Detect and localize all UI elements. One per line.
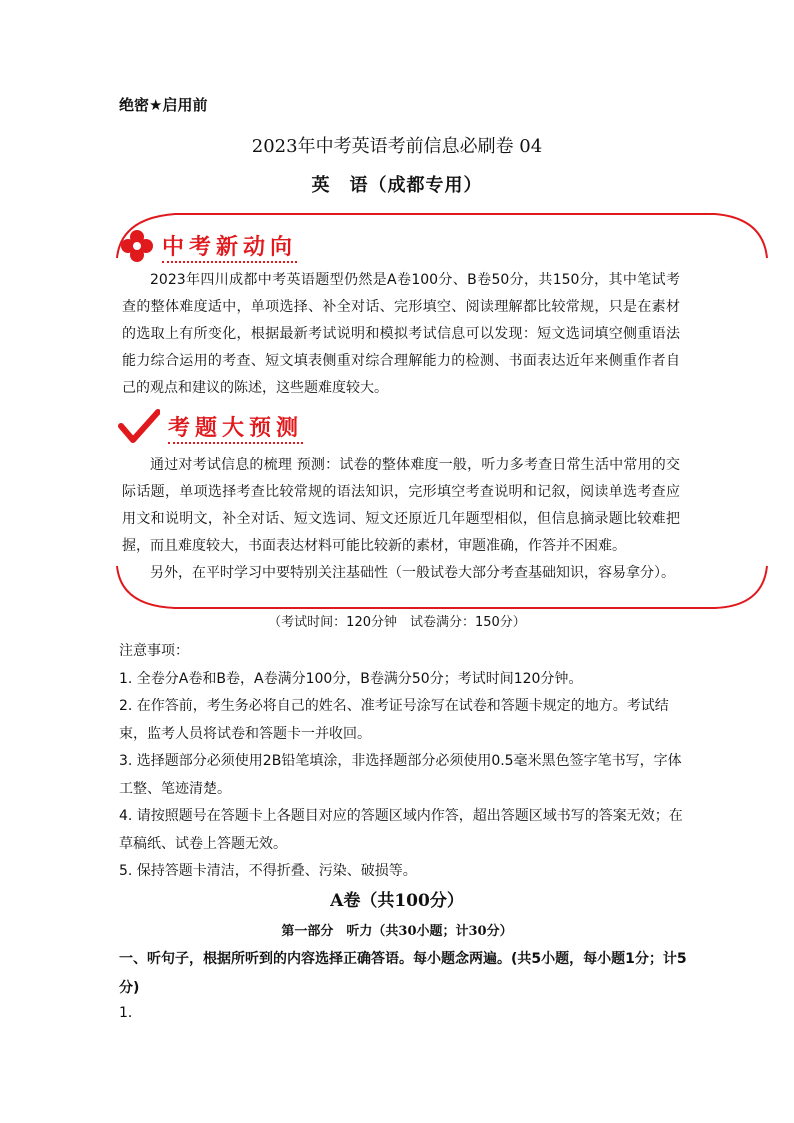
forecast-paragraph-1: 通过对考试信息的梳理 预测：试卷的整体难度一般，听力多考查日常生活中常用的交际话题，单项选择考查比较常规的语法知识，完形填空考查说明和记叙，阅读单选考查应用文和说明文，补全对话、短文选词、短文还原近几年题型相似，但信息摘录题比较难把握，而且难度较大，书面表达材料可能比较新的素材，审题准确，作答并不困难。 <box>122 457 680 554</box>
notes <box>119 638 689 886</box>
notes-item: 5. 保持答题卡清洁，不得折叠、污染、破损等。 <box>119 863 417 879</box>
section-a-title: A卷（共100分） <box>330 891 464 911</box>
trends-paragraph: 2023年四川成都中考英语题型仍然是A卷100分、B卷50分，共150分，其中笔试考查的整体难度适中，单项选择、补全对话、完形填空、阅读理解都比较常规，只是在素材的选取上有所变化，根据最新考试说明和模拟考试信息可以发现：短文选词填空侧重语法能力综合运用的考查、短文填表侧重对综合理解能力的检测、书面表达近年来侧重作者自己的观点和建议的陈述，这些题难度较大。 <box>122 272 680 396</box>
forecast-heading: 考题大预测 <box>168 411 303 442</box>
question-number: 1． <box>119 1005 142 1021</box>
notes-item: 4. 请按照题号在答题卡上各题目对应的答题区域内作答，超出答题区域书写的答案无效；在草稿纸、试卷上答题无效。 <box>119 808 683 852</box>
red-check-icon <box>118 408 160 444</box>
secret-mark: 绝密★启用前 <box>119 96 208 114</box>
notes-item: 3. 选择题部分必须使用2B铅笔填涂，非选择题部分必须使用0.5毫米黑色签字笔书写，字体工整、笔迹清楚。 <box>119 753 682 797</box>
red-flower-icon <box>118 227 156 265</box>
notes-title: 注意事项： <box>119 643 189 659</box>
part-title: 第一部分 听力（共30小题；计30分） <box>281 924 513 939</box>
forecast-paragraph-2: 另外，在平时学习中要特别关注基础性（一般试卷大部分考查基础知识，容易拿分）。 <box>150 565 675 581</box>
notes-item: 2. 在作答前，考生务必将自己的姓名、准考证号涂写在试卷和答题卡规定的地方。考试结束，监考人员将试卷和答题卡一并收回。 <box>119 698 669 742</box>
notes-item: 1. 全卷分A卷和B卷，A卷满分100分，B卷满分50分；考试时间120分钟。 <box>119 670 583 687</box>
document-title: 2023年中考英语考前信息必刷卷 04 <box>251 136 543 157</box>
trends-heading: 中考新动向 <box>162 230 297 261</box>
instruction: 一、听句子，根据所听到的内容选择正确答语。每小题念两遍。(共5小题，每小题1分；计5分) <box>119 951 687 996</box>
document-subtitle: 英 语（成都专用） <box>311 175 483 196</box>
exam-time: （考试时间：120分钟 试卷满分：150分） <box>268 615 526 630</box>
